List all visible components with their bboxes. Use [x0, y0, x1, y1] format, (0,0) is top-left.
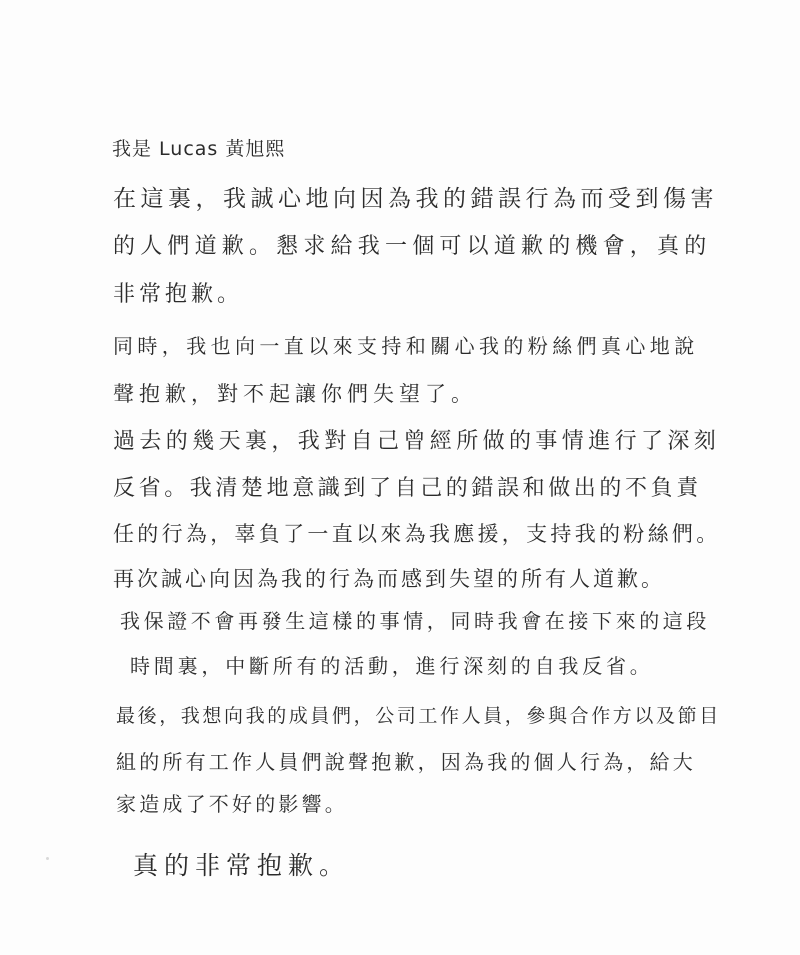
paragraph-6-line-2: 組的所有工作人員們說聲抱歉，因為我的個人行為，給大 [116, 750, 696, 774]
paper-speck [46, 857, 49, 860]
paragraph-3-line-1: 過去的幾天裏，我對自己曾經所做的事情進行了深刻 [113, 429, 721, 454]
paragraph-1-line-2: 的人們道歉。懇求給我一個可以道歉的機會，真的 [113, 234, 712, 259]
paragraph-6-line-1: 最後，我想向我的成員們，公司工作人員，參與合作方以及節目 [116, 705, 721, 727]
paragraph-4-line-1: 再次誠心向因為我的行為而感到失望的所有人道歉。 [113, 567, 665, 591]
paragraph-5-line-2: 時間裏，中斷所有的活動，進行深刻的自我反省。 [130, 654, 654, 678]
paragraph-5-line-1: 我保證不會再發生這樣的事情，同時我會在接下來的這段 [120, 609, 710, 633]
paragraph-1-line-1: 在這裏，我誠心地向因為我的錯誤行為而受到傷害 [113, 186, 718, 212]
paragraph-3-line-3: 任的行為，辜負了一直以來為我應援，支持我的粉絲們。 [113, 522, 721, 546]
paragraph-6-line-3: 家造成了不好的影響。 [116, 792, 348, 816]
paragraph-3-line-2: 反省。我清楚地意識到了自己的錯誤和做出的不負責 [113, 476, 702, 501]
paragraph-2-line-1: 同時，我也向一直以來支持和關心我的粉絲們真心地說 [113, 334, 699, 358]
paragraph-1-line-3: 非常抱歉。 [113, 282, 244, 307]
closing-line: 真的非常抱歉。 [133, 851, 351, 880]
greeting-line: 我是 Lucas 黃旭熙 [112, 138, 286, 160]
paragraph-2-line-2: 聲抱歉，對不起讓你們失望了。 [113, 382, 477, 406]
